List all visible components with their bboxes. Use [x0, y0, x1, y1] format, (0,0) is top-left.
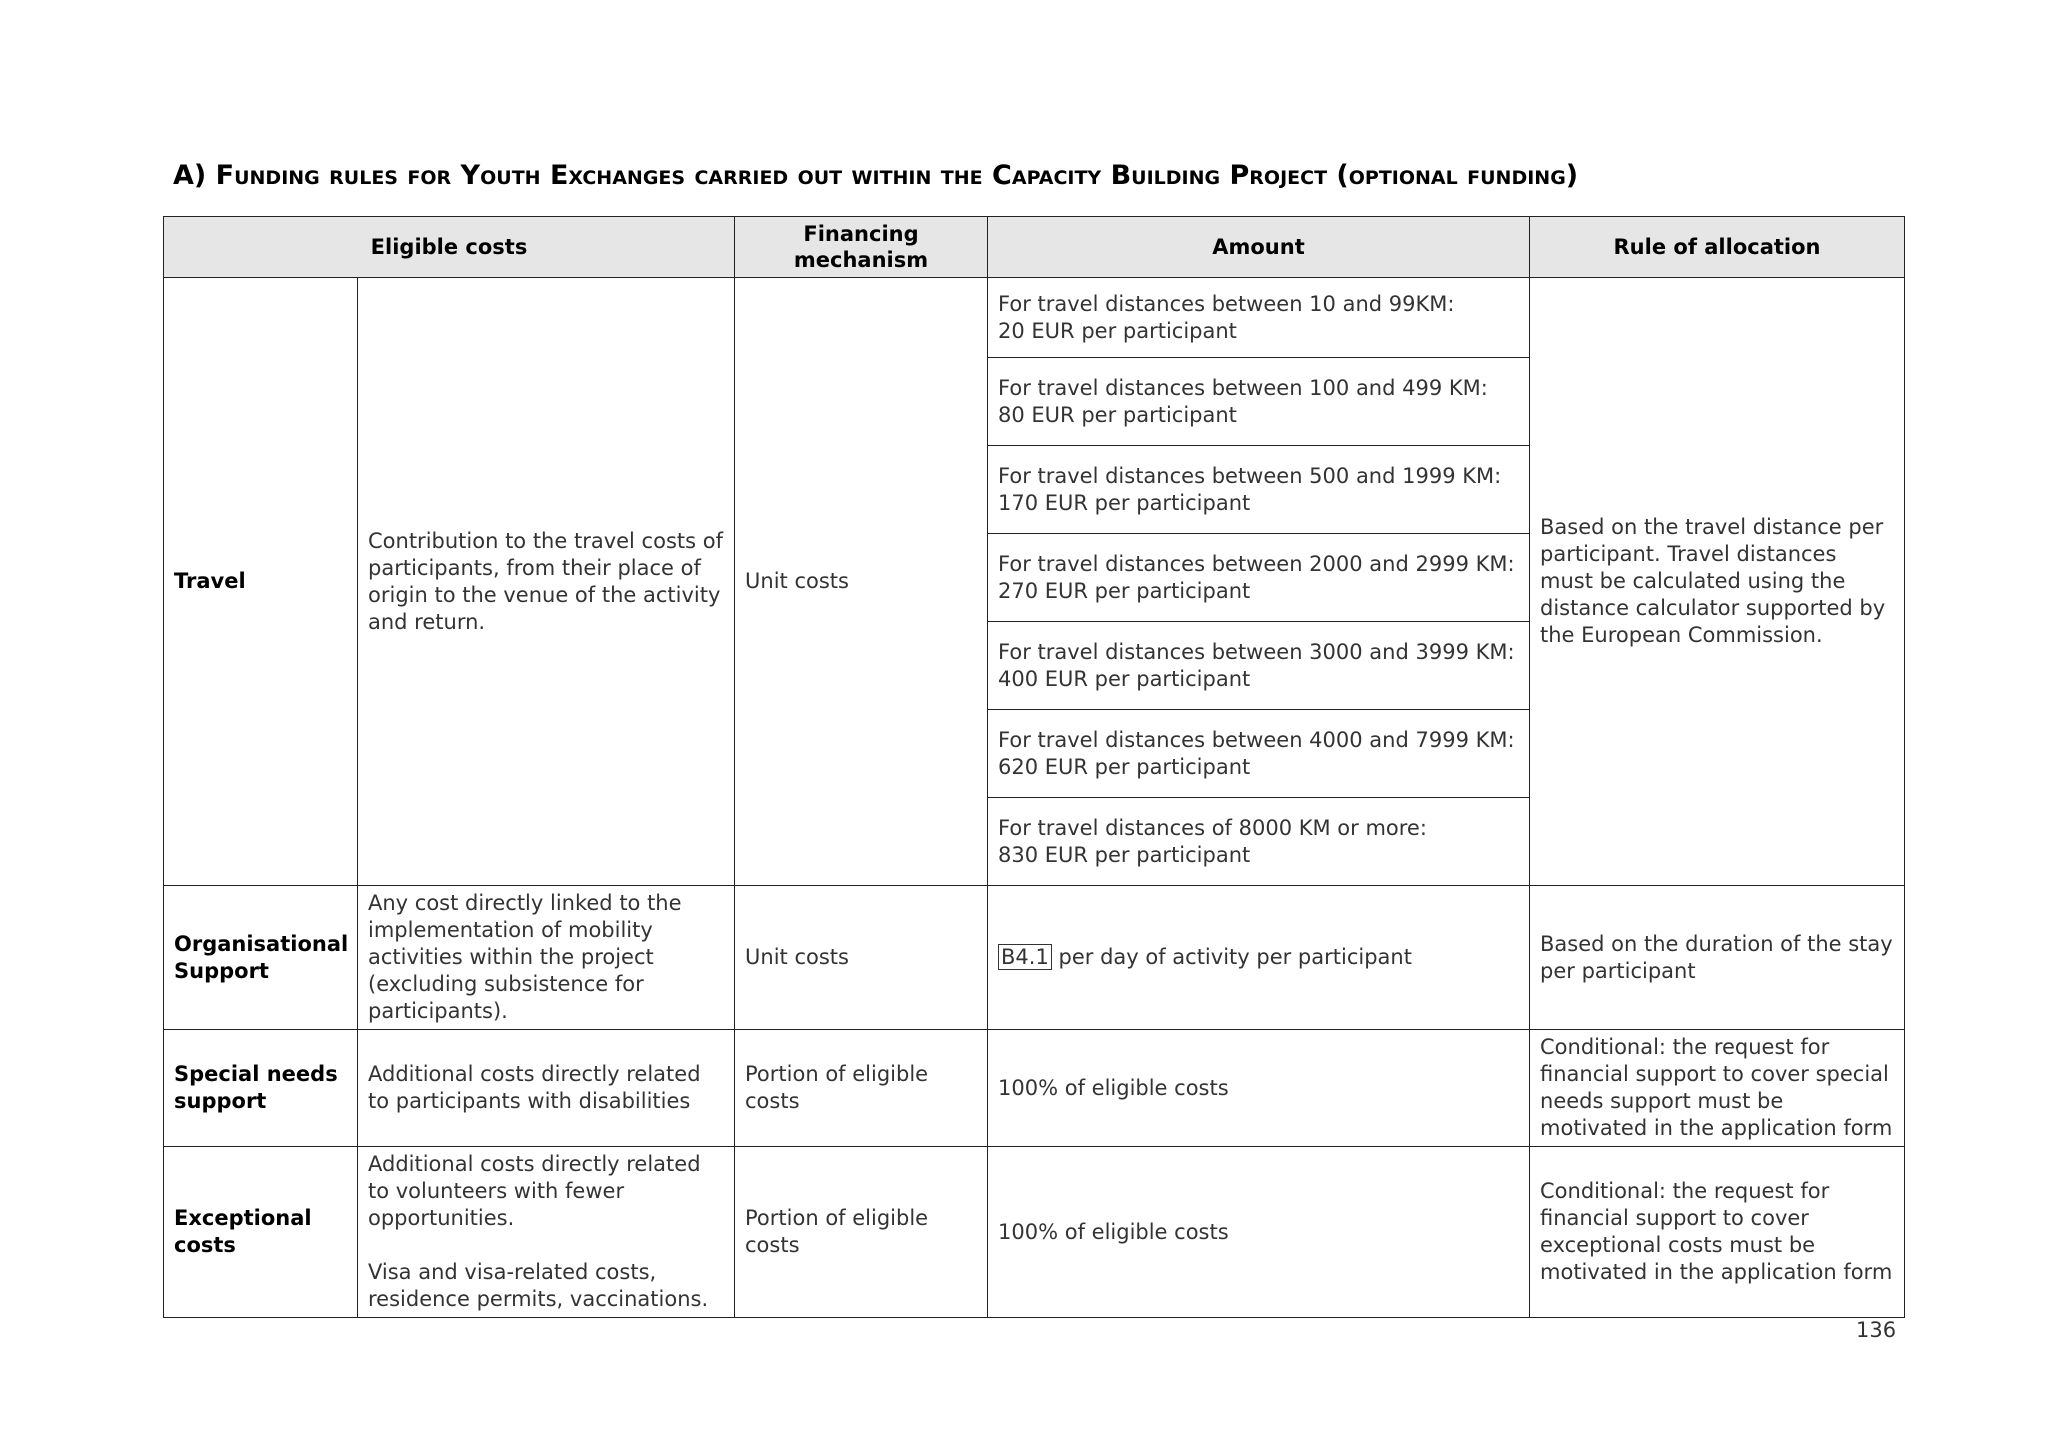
special-needs-category: Special needs support: [164, 1030, 358, 1147]
organisational-support-mechanism: Unit costs: [735, 886, 988, 1030]
table-row: [164, 1147, 1905, 1318]
organisational-support-amount: [988, 886, 1530, 1030]
travel-band-5: For travel distances between 3000 and 3999 KM: 400 EUR per participant: [988, 622, 1530, 710]
travel-band-6: For travel distances between 4000 and 7999 KM: 620 EUR per participant: [988, 710, 1530, 798]
organisational-support-rule: Based on the duration of the stay per participant: [1530, 886, 1905, 1030]
header-financing-mechanism: Financing mechanism: [735, 217, 988, 278]
header-eligible-costs: Eligible costs: [164, 217, 735, 278]
travel-rule: Based on the travel distance per participant. Travel distances must be calculated using the distance calculator supported by the European Commission.: [1530, 278, 1905, 886]
travel-band-7: For travel distances of 8000 KM or more: 830 EUR per participant: [988, 798, 1530, 886]
table-row: [164, 1030, 1905, 1147]
exceptional-costs-rule: Conditional: the request for financial support to cover exceptional costs must be motivated in the application form: [1530, 1147, 1905, 1318]
exceptional-costs-mechanism: Portion of eligible costs: [735, 1147, 988, 1318]
funding-rules-table: [163, 216, 1905, 1318]
travel-band-2: For travel distances between 100 and 499 KM: 80 EUR per participant: [988, 358, 1530, 446]
travel-mechanism: Unit costs: [735, 278, 988, 886]
table-header-row: [164, 217, 1905, 278]
travel-band-4: For travel distances between 2000 and 2999 KM: 270 EUR per participant: [988, 534, 1530, 622]
travel-band-3: For travel distances between 500 and 1999 KM: 170 EUR per participant: [988, 446, 1530, 534]
section-heading-prefix: A): [173, 160, 207, 191]
page-number: 136: [1856, 1318, 1897, 1342]
special-needs-amount: 100% of eligible costs: [988, 1030, 1530, 1147]
exceptional-costs-description: Additional costs directly related to volunteers with fewer opportunities. Visa and visa-related costs, residence permits, vaccinations.: [358, 1147, 735, 1318]
table-row: [164, 886, 1905, 1030]
section-heading: [173, 160, 1933, 191]
amount-reference-link[interactable]: B4.1: [998, 944, 1052, 970]
special-needs-rule: Conditional: the request for financial support to cover special needs support must be motivated in the application form: [1530, 1030, 1905, 1147]
header-rule-of-allocation: Rule of allocation: [1530, 217, 1905, 278]
table-row: [164, 278, 1905, 358]
special-needs-mechanism: Portion of eligible costs: [735, 1030, 988, 1147]
organisational-support-description: Any cost directly linked to the implementation of mobility activities within the project (excluding subsistence for participants).: [358, 886, 735, 1030]
travel-band-1: For travel distances between 10 and 99KM: 20 EUR per participant: [988, 278, 1530, 358]
organisational-support-category: Organisational Support: [164, 886, 358, 1030]
header-amount: Amount: [988, 217, 1530, 278]
section-heading-text: Funding rules for Youth Exchanges carried out within the Capacity Building Project (optional funding): [215, 160, 1579, 191]
special-needs-description: Additional costs directly related to participants with disabilities: [358, 1030, 735, 1147]
travel-category: Travel: [164, 278, 358, 886]
organisational-support-amount-text: per day of activity per participant: [1051, 945, 1412, 969]
exceptional-costs-amount: 100% of eligible costs: [988, 1147, 1530, 1318]
travel-description: Contribution to the travel costs of participants, from their place of origin to the venue of the activity and return.: [358, 278, 735, 886]
exceptional-costs-category: Exceptional costs: [164, 1147, 358, 1318]
